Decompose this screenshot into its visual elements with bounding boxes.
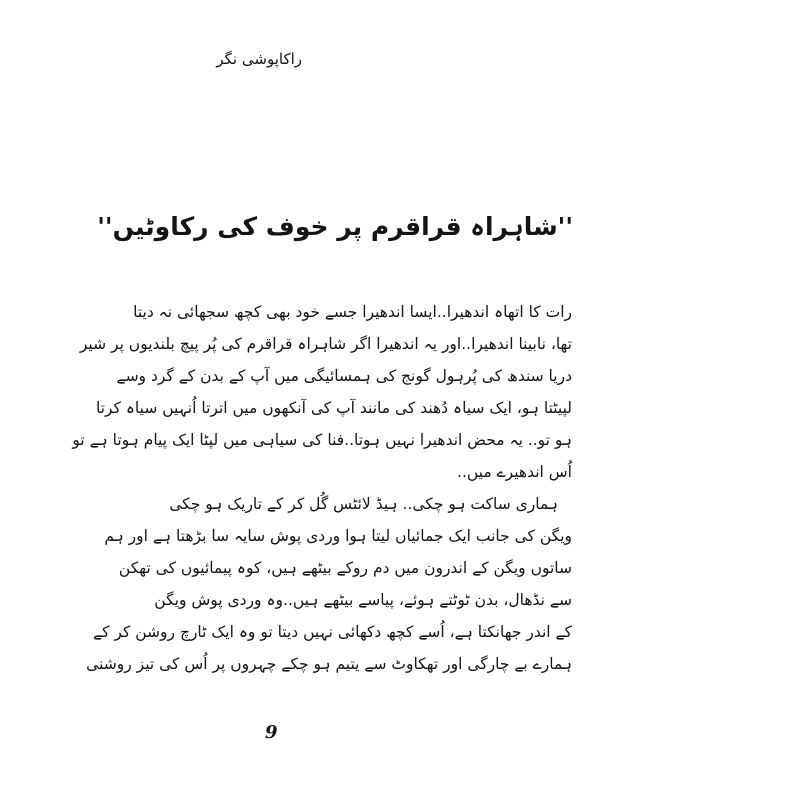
body-text — [72, 296, 572, 680]
body-line: سے نڈھال، بدن ٹوٹتے ہوئے، پیاسے بیٹھے ہیں..وہ وردی پوش ویگن — [154, 591, 572, 609]
body-line: ویگن کی جانب ایک جمائیاں لیتا ہوا وردی پوش سایہ سا بڑھتا ہے اور ہم — [104, 527, 572, 545]
body-line: دریا سندھ کی پُرہول گونج کی ہمسائیگی میں آپ کے بدن کے گرد وسے — [116, 367, 572, 385]
body-line: کے اندر جھانکتا ہے، اُسے کچھ دکھائی نہیں دیتا تو وہ ایک ٹارچ روشن کر کے — [93, 623, 572, 641]
body-line: اُس اندھیرے میں.. — [457, 463, 572, 481]
body-line: ہمارے بے چارگی اور تھکاوٹ سے یتیم ہو چکے چہروں پر اُس کی تیز روشنی — [86, 655, 572, 673]
body-line: ساتوں ویگن کے اندرون میں دم روکے بیٹھے ہیں، کوہ پیمائیوں کی تھکن — [118, 559, 572, 577]
page-number: 9 — [265, 722, 278, 743]
running-header-title: راکاپوشی نگر — [216, 50, 302, 68]
body-line: تھا، نابینا اندھیرا..اور یہ اندھیرا اگر شاہراہ قراقرم کی پُر پیچ بلندیوں پر شیر — [79, 335, 572, 353]
body-line: لپیٹتا ہو، ایک سیاہ دُھند کی مانند آپ کی آنکھوں میں اترتا اُنہیں سیاہ کرتا — [95, 399, 572, 417]
body-line: ہو تو.. یہ محض اندھیرا نہیں ہوتا..فنا کی سیاہی میں لپٹا ایک پیام ہوتا ہے تو — [72, 431, 572, 449]
body-line: رات کا اتھاہ اندھیرا..ایسا اندھیرا جسے خود بھی کچھ سجھائی نہ دیتا — [133, 303, 572, 321]
body-line: ہماری ساکت ہو چکی.. ہیڈ لائٹس گُل کر کے تاریک ہو چکی — [169, 495, 558, 513]
chapter-title: ''شاہراہ قراقرم پر خوف کی رکاوٹیں'' — [97, 212, 573, 241]
